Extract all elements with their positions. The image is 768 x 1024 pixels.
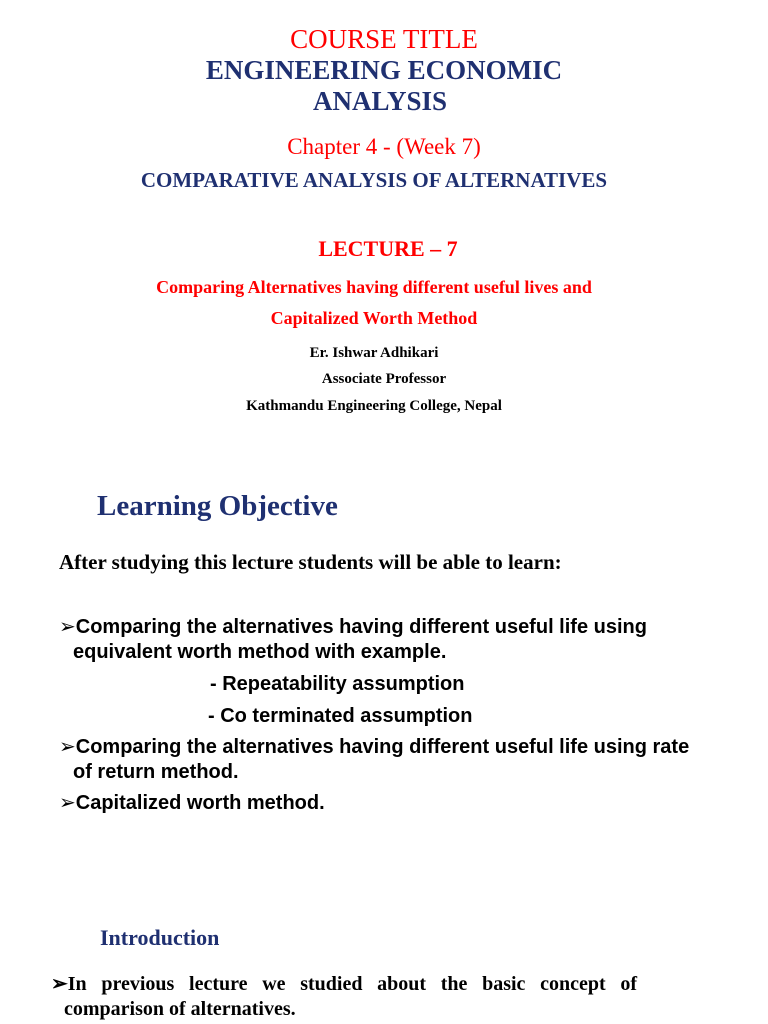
chapter-label: Chapter 4 - (Week 7) bbox=[287, 134, 481, 159]
course-name-line-1: ENGINEERING ECONOMIC bbox=[205, 55, 563, 85]
course-title: COURSE TITLE bbox=[290, 24, 478, 54]
author-institution: Kathmandu Engineering College, Nepal bbox=[246, 398, 502, 414]
course-name-line-2: ANALYSIS bbox=[312, 86, 448, 116]
learning-objective-heading: Learning Objective bbox=[97, 490, 338, 522]
introduction-text-line-2: comparison of alternatives. bbox=[64, 998, 296, 1020]
introduction-heading: Introduction bbox=[100, 925, 220, 950]
objective-item-1-sub-2: - Co terminated assumption bbox=[208, 705, 473, 727]
objective-item-1-sub-1: - Repeatability assumption bbox=[210, 673, 465, 695]
author-position: Associate Professor bbox=[321, 371, 447, 387]
author-name: Er. Ishwar Adhikari bbox=[309, 345, 439, 361]
objective-item-1-line-1: ➢Comparing the alternatives having different useful life using bbox=[59, 616, 647, 638]
introduction-text-line-1: ➢In previous lecture we studied about the basic concept of bbox=[51, 973, 637, 995]
objective-item-2-line-1: ➢Comparing the alternatives having different useful life using rate bbox=[59, 736, 690, 758]
lecture-topic-line-2: Capitalized Worth Method bbox=[270, 308, 478, 328]
lecture-label: LECTURE – 7 bbox=[318, 236, 458, 261]
objective-item-2-line-2: of return method. bbox=[73, 761, 239, 783]
chapter-topic: COMPARATIVE ANALYSIS OF ALTERNATIVES bbox=[140, 168, 608, 192]
learning-objective-intro: After studying this lecture students will be able to learn: bbox=[59, 550, 562, 574]
objective-item-1-line-2: equivalent worth method with example. bbox=[73, 641, 447, 663]
lecture-topic-line-1: Comparing Alternatives having different useful lives and bbox=[156, 277, 592, 297]
objective-item-3: ➢Capitalized worth method. bbox=[59, 792, 325, 814]
